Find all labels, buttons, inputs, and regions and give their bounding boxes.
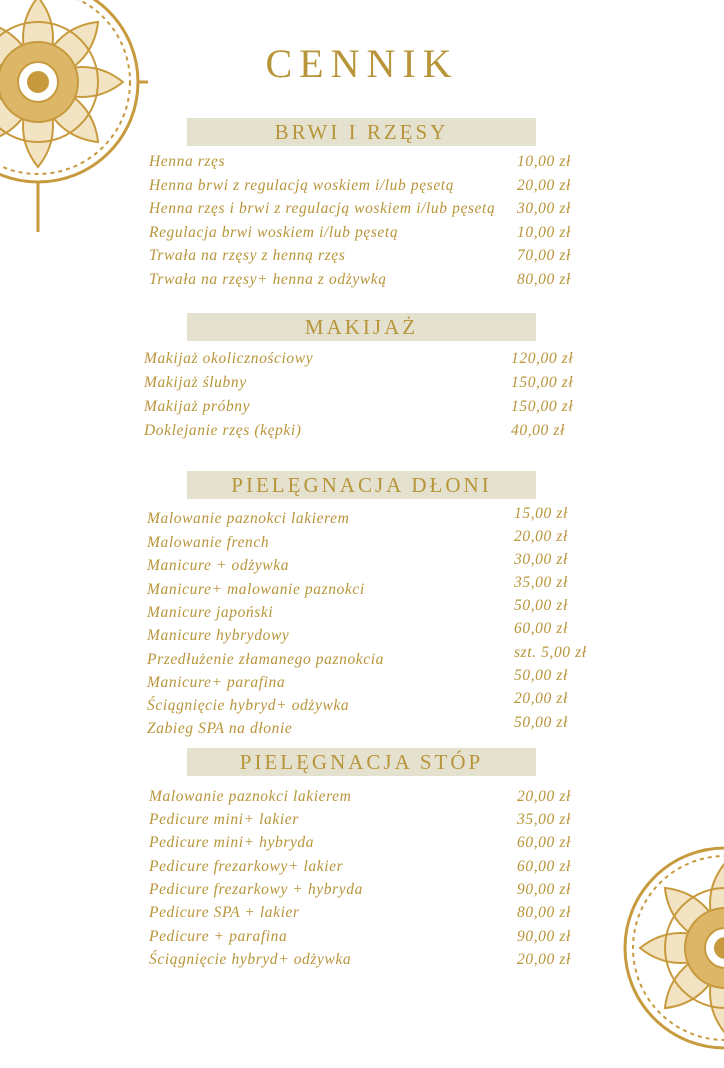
price-item-name: Manicure+ parafina (147, 674, 286, 691)
price-item-name: Makijaż okolicznościowy (144, 350, 314, 367)
price-item-price: 60,00 zł (517, 834, 571, 851)
price-item-name: Malowanie french (147, 534, 270, 551)
price-item-price: szt. 5,00 zł (514, 644, 587, 661)
price-item-name: Manicure japoński (147, 604, 274, 621)
price-item-price: 10,00 zł (517, 224, 571, 241)
price-item-name: Pedicure frezarkowy+ lakier (149, 858, 344, 875)
price-item-price: 120,00 zł (511, 350, 574, 367)
price-item-price: 20,00 zł (514, 528, 568, 545)
section-heading-brwi-i-rzesy: BRWI I RZĘSY (187, 118, 536, 146)
price-item-price: 35,00 zł (514, 574, 568, 591)
price-item-name: Pedicure mini+ hybryda (149, 834, 315, 851)
price-item-name: Manicure+ malowanie paznokci (147, 581, 365, 598)
price-item-price: 40,00 zł (511, 422, 565, 439)
price-item-price: 20,00 zł (514, 690, 568, 707)
price-item-price: 90,00 zł (517, 928, 571, 945)
page-title: CENNIK (265, 41, 459, 86)
section-heading-makijaz: MAKIJAŻ (187, 313, 536, 341)
price-item-name: Malowanie paznokci lakierem (149, 788, 352, 805)
price-item-name: Makijaż ślubny (144, 374, 247, 391)
price-item-price: 60,00 zł (517, 858, 571, 875)
price-item-price: 20,00 zł (517, 788, 571, 805)
price-item-name: Trwała na rzęsy z henną rzęs (149, 247, 346, 264)
price-item-name: Przedłużenie złamanego paznokcia (147, 651, 385, 668)
price-item-price: 80,00 zł (517, 271, 571, 288)
price-item-name: Doklejanie rzęs (kępki) (144, 422, 302, 439)
price-item-price: 30,00 zł (517, 200, 571, 217)
price-item-price: 150,00 zł (511, 374, 574, 391)
mandala-ornament-bottom-right (585, 808, 724, 1068)
price-item-price: 10,00 zł (517, 153, 571, 170)
price-item-name: Pedicure mini+ lakier (149, 811, 299, 828)
price-item-price: 90,00 zł (517, 881, 571, 898)
price-item-name: Ściągnięcie hybryd+ odżywka (147, 697, 350, 714)
price-item-price: 20,00 zł (517, 951, 571, 968)
price-item-name: Malowanie paznokci lakierem (147, 510, 350, 527)
price-item-name: Zabieg SPA na dłonie (147, 720, 293, 737)
price-item-price: 30,00 zł (514, 551, 568, 568)
price-item-price: 20,00 zł (517, 177, 571, 194)
price-item-price: 150,00 zł (511, 398, 574, 415)
price-item-name: Henna brwi z regulacją woskiem i/lub pęsetą (149, 177, 455, 194)
price-item-price: 15,00 zł (514, 505, 568, 522)
price-item-name: Henna rzęs i brwi z regulacją woskiem i/lub pęsetą (149, 200, 496, 217)
section-heading-pielegnacja-dloni: PIELĘGNACJA DŁONI (187, 471, 536, 499)
price-item-name: Manicure hybrydowy (147, 627, 290, 644)
price-item-name: Makijaż próbny (144, 398, 251, 415)
price-item-name: Pedicure frezarkowy + hybryda (149, 881, 363, 898)
price-item-price: 80,00 zł (517, 904, 571, 921)
price-item-name: Regulacja brwi woskiem i/lub pęsetą (149, 224, 399, 241)
price-item-name: Manicure + odżywka (147, 557, 290, 574)
price-item-price: 60,00 zł (514, 620, 568, 637)
price-item-price: 50,00 zł (514, 667, 568, 684)
price-item-price: 70,00 zł (517, 247, 571, 264)
price-item-name: Trwała na rzęsy+ henna z odżywką (149, 271, 387, 288)
section-heading-pielegnacja-stop: PIELĘGNACJA STÓP (187, 748, 536, 776)
price-item-name: Pedicure + parafina (149, 928, 288, 945)
price-item-price: 50,00 zł (514, 597, 568, 614)
mandala-ornament-top-left (0, 0, 148, 242)
price-item-price: 35,00 zł (517, 811, 571, 828)
price-item-name: Henna rzęs (149, 153, 226, 170)
price-item-price: 50,00 zł (514, 714, 568, 731)
price-item-name: Ściągnięcie hybryd+ odżywka (149, 951, 352, 968)
price-item-name: Pedicure SPA + lakier (149, 904, 300, 921)
